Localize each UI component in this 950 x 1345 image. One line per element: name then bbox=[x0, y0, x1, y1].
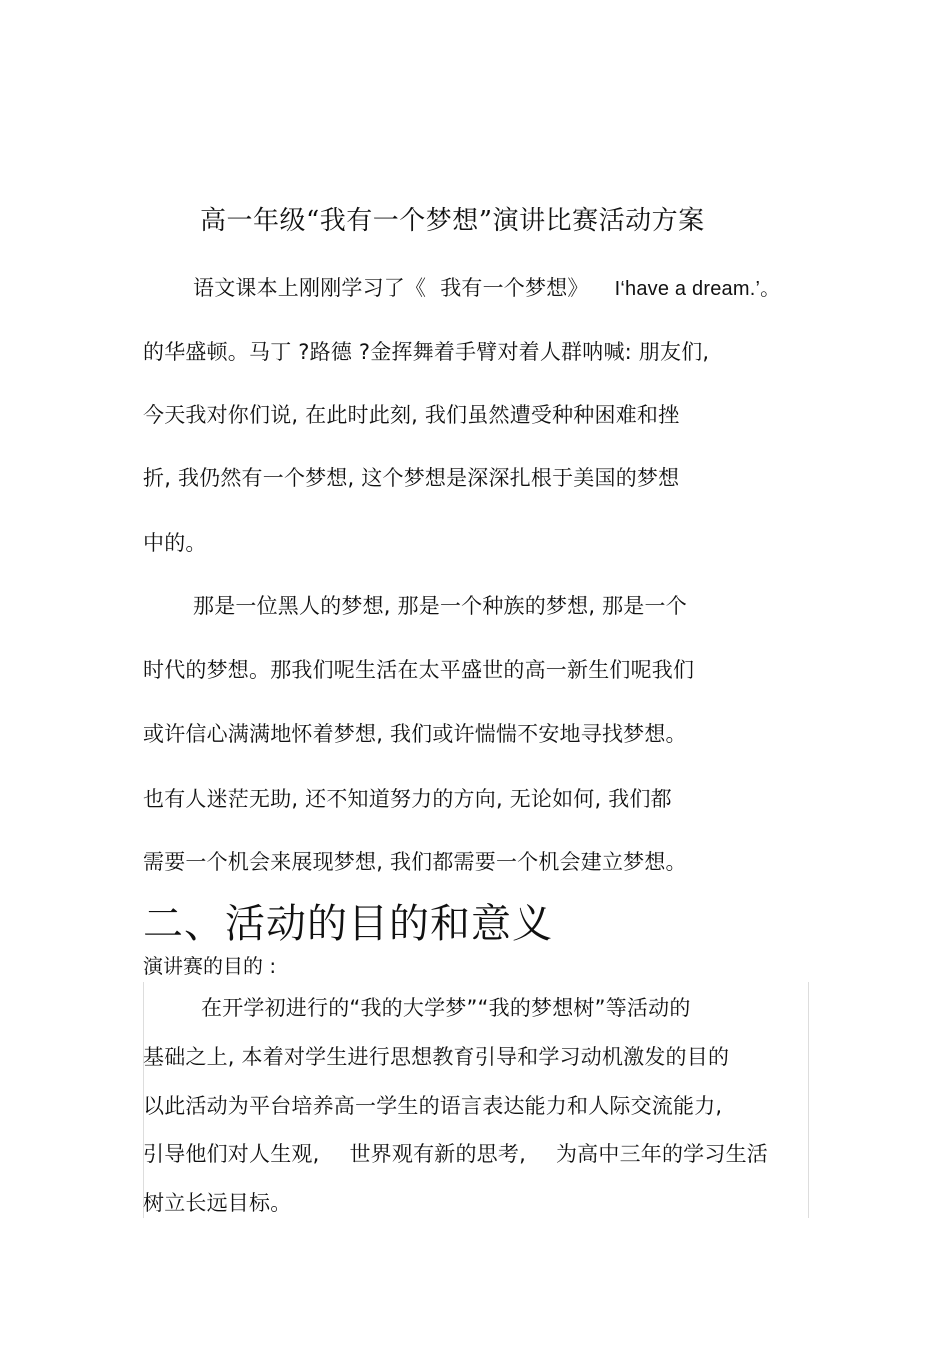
intro-line-5: 中的。 bbox=[143, 531, 207, 555]
intro-line-1-part-3: I‘have a dream.’。 bbox=[614, 278, 781, 300]
intro-line-1-part-1: 语文课本上刚刚学习了《 bbox=[193, 276, 427, 300]
intro-line-4: 折, 我仍然有一个梦想, 这个梦想是深深扎根于美国的梦想 bbox=[143, 466, 680, 490]
paragraph2-line-4: 也有人迷茫无助, 还不知道努力的方向, 无论如何, 我们都 bbox=[143, 787, 672, 811]
section2-line-4-part-3: 为高中三年的学习生活 bbox=[555, 1142, 768, 1166]
section-heading: 二、活动的目的和意义 bbox=[143, 901, 553, 947]
section-subheading: 演讲赛的目的 : bbox=[143, 954, 277, 978]
section2-line-5: 树立长远目标。 bbox=[143, 1191, 292, 1215]
paragraph2-line-3: 或许信心满满地怀着梦想, 我们或许惴惴不安地寻找梦想。 bbox=[143, 722, 687, 746]
section2-line-1: 在开学初进行的“我的大学梦”“我的梦想树”等活动的 bbox=[201, 996, 691, 1020]
paragraph2-line-2: 时代的梦想。那我们呢生活在太平盛世的高一新生们呢我们 bbox=[143, 658, 695, 682]
intro-line-3: 今天我对你们说, 在此时此刻, 我们虽然遭受种种困难和挫 bbox=[143, 403, 680, 427]
section2-line-2: 基础之上, 本着对学生进行思想教育引导和学习动机激发的目的 bbox=[143, 1045, 730, 1069]
paragraph2-line-1: 那是一位黑人的梦想, 那是一个种族的梦想, 那是一个 bbox=[193, 594, 687, 618]
intro-line-1 bbox=[193, 274, 780, 303]
section2-line-3: 以此活动为平台培养高一学生的语言表达能力和人际交流能力, bbox=[143, 1094, 723, 1118]
section2-line-4-part-2: 世界观有新的思考, bbox=[349, 1142, 526, 1166]
paragraph2-line-5: 需要一个机会来展现梦想, 我们都需要一个机会建立梦想。 bbox=[143, 850, 687, 874]
intro-line-2: 的华盛顿。马丁 ?路德 ?金挥舞着手臂对着人群呐喊: 朋友们, bbox=[143, 340, 710, 364]
document-title: 高一年级“我有一个梦想”演讲比赛活动方案 bbox=[200, 206, 705, 236]
section2-line-4-part-1: 引导他们对人生观, bbox=[143, 1142, 320, 1166]
intro-line-1-part-2: 我有一个梦想》 bbox=[440, 276, 589, 300]
section2-line-4 bbox=[143, 1140, 768, 1168]
